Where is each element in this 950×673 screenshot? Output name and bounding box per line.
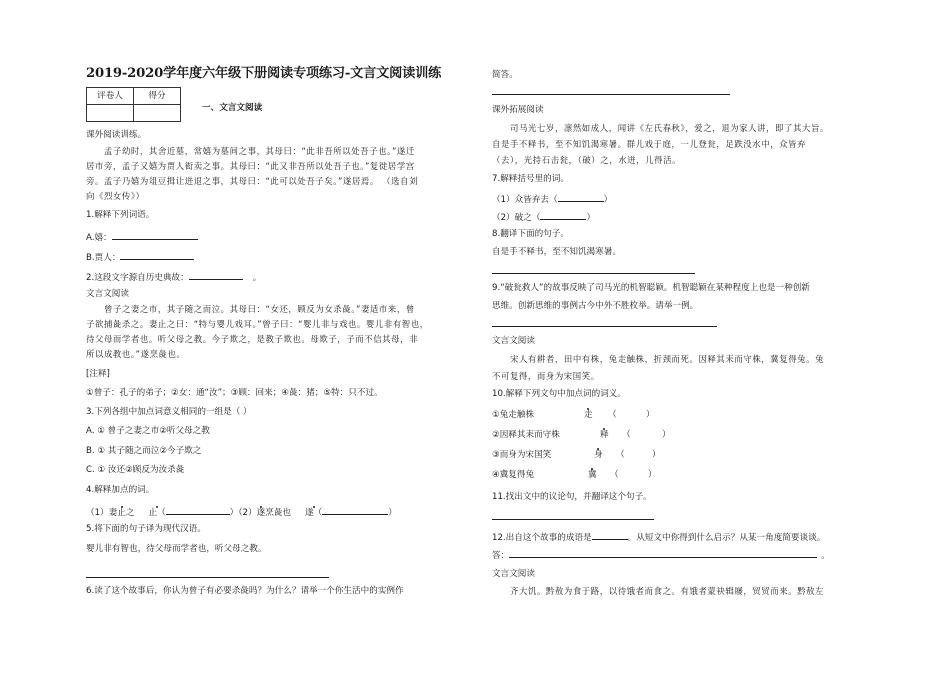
paren: （: [608, 410, 617, 420]
q12-text: 。从短文中你得到什么启示？从某一角度简要谈谈。: [627, 533, 826, 543]
grader-cell[interactable]: [87, 105, 134, 122]
q12-text: 12.出自这个故事的成语是: [492, 533, 592, 543]
reading-title: 文言文阅读: [492, 336, 535, 346]
question-7-2: [492, 210, 595, 224]
paren: ）: [662, 430, 671, 440]
dotted-word: 遂（: [305, 508, 323, 518]
q10-text: ②因释其耒而守株: [492, 430, 560, 440]
question-1b-label: B.贾人：: [86, 253, 121, 263]
question-1a: [86, 230, 198, 244]
question-9: 9.“破瓮救人”的故事反映了司马光的机智聪颖。机智聪颖在某种程度上也是一种创新: [492, 283, 810, 293]
page-title: 2019-2020学年度六年级下册阅读专项练习-文言文阅读训练: [86, 66, 442, 81]
q10-row: [492, 410, 655, 421]
option-b[interactable]: B. ① 其子随之而泣②今子欺之: [86, 446, 202, 456]
passage-line: 宋人有耕者，田中有株，兔走触株，折颈而死。因释其耒而守株，冀复得兔。兔: [510, 354, 825, 364]
dotted-word: 止: [117, 508, 126, 518]
passage-line: 不可复得，而身为宋国笑。: [492, 371, 600, 381]
question-9-cont: 思维。创新思维的事例古今中外不胜枚举。请举一例。: [492, 301, 699, 311]
answer-label: 简答。: [492, 70, 518, 80]
score-header: 得分: [134, 88, 181, 105]
question-6: 6.读了这个故事后，你认为曾子有必要杀彘吗？为什么？请举一个你生活中的实例作: [86, 586, 404, 596]
q4-text: 烹彘也: [265, 508, 292, 518]
passage-line: 向《烈女传》）: [86, 191, 145, 201]
passage-line: 司马光七岁，凛然如成人，闻讲《左氏春秋》，爱之，退为家人讲，即了其大旨。: [510, 123, 829, 133]
answer-blank[interactable]: [166, 505, 230, 515]
question-8: 8.翻译下面的句子。: [492, 229, 569, 239]
answer-line[interactable]: [86, 577, 329, 578]
answer-line[interactable]: [492, 519, 654, 520]
dotted-word: 遂: [256, 508, 266, 518]
question-1a-label: A.嬉：: [86, 233, 112, 243]
answer-blank[interactable]: [120, 250, 194, 260]
q12-answer-label: 答：: [492, 551, 510, 561]
question-4: 4.解释加点的词。: [86, 485, 155, 495]
question-11: 11.找出文中的议论句，并翻译这个句子。: [492, 492, 652, 502]
q4-text: ）（2）: [229, 508, 257, 518]
paren: （: [610, 470, 619, 480]
punctuation: 。: [252, 273, 262, 283]
question-1b: [86, 250, 194, 264]
answer-blank[interactable]: [189, 270, 243, 280]
answer-line[interactable]: [492, 326, 717, 327]
q10-text: ④冀复得兔: [492, 470, 535, 480]
question-3: 3.下列各组中加点词意义相同的一组是（ ）: [86, 407, 252, 417]
question-2: [86, 270, 261, 284]
answer-blank[interactable]: [558, 192, 604, 202]
q10-row: [492, 430, 671, 441]
question-1: 1.解释下列词语。: [86, 210, 155, 220]
q10-row: [492, 470, 657, 481]
q10-text: ③而身为宋国笑: [492, 450, 552, 460]
section-title: 一、文言文阅读: [202, 103, 263, 113]
dotted-word: 释: [600, 430, 609, 440]
score-table: [86, 87, 181, 122]
q7-text: （2）破之（: [492, 213, 541, 223]
punctuation: 。: [821, 551, 830, 561]
question-7-1: [492, 192, 612, 206]
dotted-word: 身: [594, 450, 603, 460]
passage-line: 子欲捕彘杀之。妻止之曰：“特与婴儿戏耳。”曾子曰：“婴儿非与戏也。婴儿非有智也，: [86, 319, 429, 329]
passage-line: 居市旁，孟子又嬉为贾人衒卖之事。其母曰：“此又非吾所以处吾子也。”复徙居学宫: [86, 161, 415, 171]
notes-label: [注释]: [86, 369, 110, 379]
question-4-items: [86, 505, 397, 519]
option-a[interactable]: A. ① 曾子之妻之市②听父母之教: [86, 426, 210, 436]
question-2-label: 2.这段文字源自历史典故：: [86, 273, 189, 283]
q7-text: （1）众皆弃去（: [492, 195, 558, 205]
score-cell[interactable]: [134, 105, 181, 122]
paren: ）: [646, 410, 655, 420]
passage-line: 自是手不释书，至不知饥渴寒暑。群儿戏于庭，一儿登瓮，足跌没水中，众皆弃: [492, 139, 807, 149]
passage-line: 曾子之妻之市，其子随之而泣。其母曰：“女还，顾反为女杀彘。”妻适市来，曾: [104, 304, 415, 314]
question-10: 10.解释下列文句中加点词的词义。: [492, 389, 626, 399]
question-12: [492, 530, 825, 544]
q10-text: ①兔走触株: [492, 410, 535, 420]
answer-blank[interactable]: [112, 230, 198, 240]
answer-line[interactable]: [492, 94, 730, 95]
paren: （: [616, 450, 625, 460]
q7-text: ）: [603, 195, 613, 205]
dotted-word: 走: [584, 410, 593, 420]
question-5: 5.将下面的句子译为现代汉语。: [86, 524, 206, 534]
reading-intro: 课外阅读训练。: [86, 130, 147, 140]
dotted-word: 冀: [588, 470, 597, 480]
passage-line: 所以成教也。”遂烹彘也。: [86, 349, 186, 359]
paren: （: [622, 430, 631, 440]
paren: ）: [648, 470, 657, 480]
passage-line: 旁。孟子乃嬉为俎豆揖让进退之事，其母曰：“此可以处吾子矣。”遂居焉。 （选自刘: [86, 176, 419, 186]
reading-title: 文言文阅读: [86, 289, 129, 299]
q4-text: ）: [388, 508, 397, 518]
passage-line: 齐大饥。黔敖为食于路，以待饿者而食之。有饿者蒙袂辑屦，贸贸而来。黔敖左: [510, 586, 825, 596]
notes-text: ①曾子：孔子的弟子；②女：通“汝”；③顾：回来；④彘：猪；⑤特：只不过。: [86, 388, 383, 398]
q4-text: （1）妻: [86, 508, 118, 518]
dotted-word: 止（: [148, 508, 166, 518]
q4-text: 之: [125, 508, 135, 518]
paren: ）: [652, 450, 661, 460]
reading-title: 文言文阅读: [492, 569, 535, 579]
answer-line[interactable]: [492, 273, 695, 274]
question-12-answer: [492, 548, 830, 562]
passage-line: 孟子幼时，其舍近墓，常嬉为墓间之事，其母曰：“此非吾所以处吾子也。”遂迁: [104, 146, 415, 156]
q7-text: ）: [586, 213, 596, 223]
answer-blank[interactable]: [509, 548, 817, 558]
option-c[interactable]: C. ① 汝还②顾反为汝杀彘: [86, 465, 185, 475]
q10-row: [492, 450, 661, 461]
question-8-text: 自是手不释书，至不知饥渴寒暑。: [492, 247, 621, 257]
question-5-text: 婴儿非有智也，待父母而学者也，听父母之教。: [86, 544, 267, 554]
passage-line: （去），光持石击瓮，（破）之，水迸，儿得活。: [492, 155, 682, 165]
question-7: 7.解释括号里的词。: [492, 174, 569, 184]
reading-title: 课外拓展阅读: [492, 105, 544, 115]
answer-blank[interactable]: [592, 530, 628, 540]
grader-header: 评卷人: [87, 88, 134, 105]
answer-blank[interactable]: [322, 505, 388, 515]
answer-blank[interactable]: [540, 210, 586, 220]
passage-line: 待父母而学者也。听父母之教。今子欺之，是教子欺也。母欺子，子而不信其母，非: [86, 334, 419, 344]
